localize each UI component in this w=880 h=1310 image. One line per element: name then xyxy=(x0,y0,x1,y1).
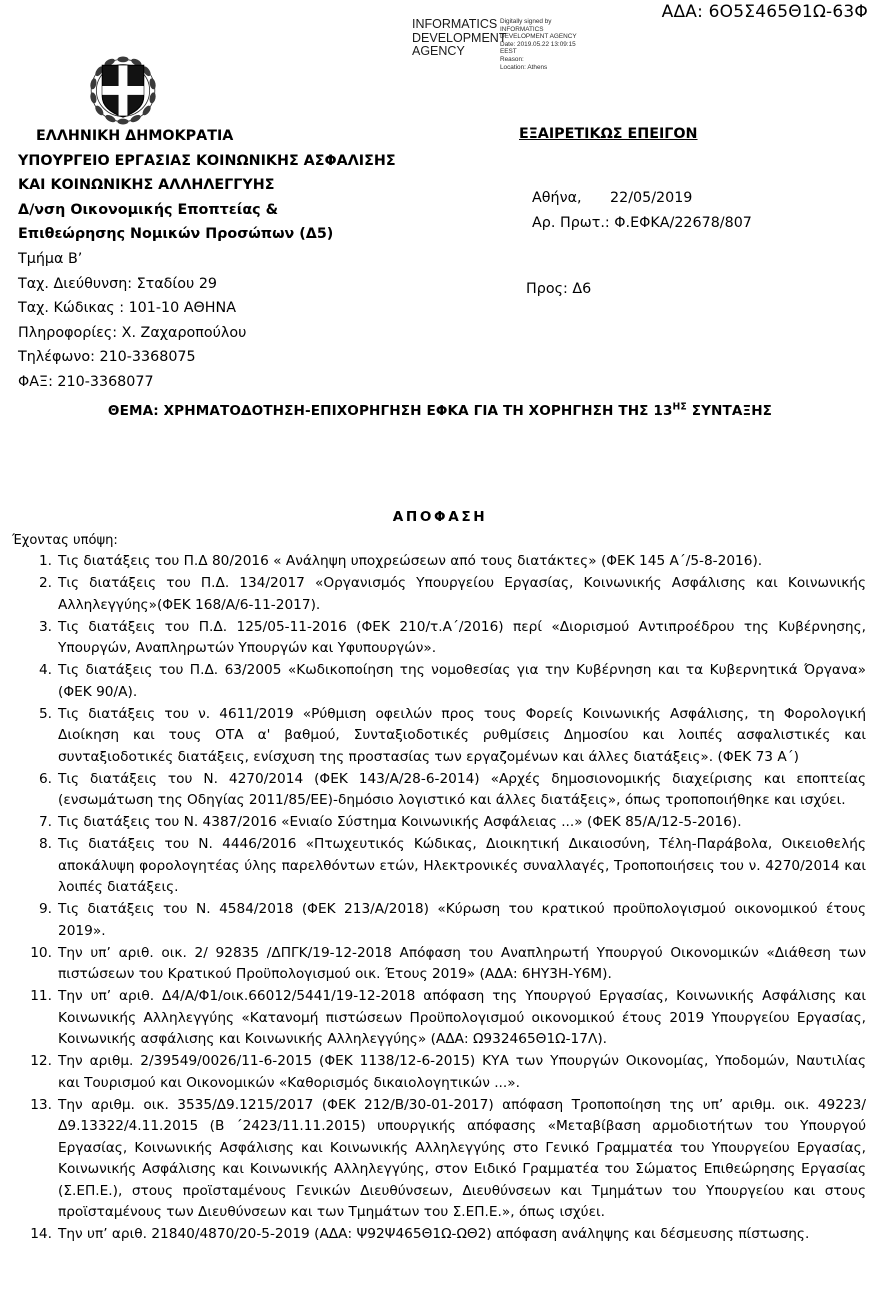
clause-text: Την υπ’ αριθ. Δ4/Α/Φ1/οικ.66012/5441/19-12-2018 απόφαση της Υπουργού Εργασίας, Κοινωνικής Ασφάλισης και Κοινωνικής Αλληλεγγύης «Κατανομή πιστώσεων Προϋπολογισμού οικονομικού έτους 2019 Υπουργείου Εργασίας, Κοινωνικής ασφάλισης και Κοινωνικής Αλληλεγγύης» (ΑΔΑ: Ω932465Θ1Ω-17Λ). xyxy=(58,988,866,1047)
preamble-text: Έχοντας υπόψη: xyxy=(12,533,118,548)
letterhead-line: Πληροφορίες: Χ. Ζαχαροπούλου xyxy=(18,324,247,341)
clause-item xyxy=(14,834,866,899)
letterhead-line: Επιθεώρησης Νομικών Προσώπων (Δ5) xyxy=(18,226,334,243)
ada-code-stamp: ΑΔΑ: 6Ο5Σ465Θ1Ω-63Φ xyxy=(661,2,868,22)
clause-item xyxy=(14,899,866,942)
clause-number: 5. xyxy=(38,705,52,722)
clause-number: 11. xyxy=(30,988,52,1004)
clause-item xyxy=(14,1051,866,1094)
clause-text: Τις διατάξεις του ν. 4611/2019 «Ρύθμιση οφειλών προς τους Φορείς Κοινωνικής Ασφάλισης, τη Φορολογική Διοίκηση και τους ΟΤΑ α' βαθμού, Συνταξιοδοτικές ρυθμίσεις Δημοσίου και λοιπές ασφαλιστικές και συνταξιοδοτικές διατάξεις, ενίσχυση της προστασίας των εργαζομένων και άλλες διατάξεις». (ΦΕΚ 73 Α΄) xyxy=(58,705,866,765)
letterhead-line: ΚΑΙ ΚΟΙΝΩΝΙΚΗΣ ΑΛΛΗΛΕΓΓΥΗΣ xyxy=(18,177,275,194)
clause-text: Την υπ’ αριθ. οικ. 2/ 92835 /ΔΠΓΚ/19-12-2018 Απόφαση του Αναπληρωτή Υπουργού Οικονομικών «Διάθεση των πιστώσεων του Κρατικού Προϋπολογισμού οικ. Έτους 2019» (ΑΔΑ: 6ΗΥ3Η-Υ6Μ). xyxy=(58,944,866,982)
date-row xyxy=(532,186,752,211)
clause-number: 6. xyxy=(38,770,52,787)
decision-heading: ΑΠΟΦΑΣΗ xyxy=(392,509,488,525)
urgency-marker: ΕΞΑΙΡΕΤΙΚΩΣ ΕΠΕΙΓΟΝ xyxy=(519,126,698,142)
clause-text: Τις διατάξεις του Π.Δ. 134/2017 «Οργανισμός Υπουργείου Εργασίας, Κοινωνικής Ασφάλισης και Κοινωνικής Αλληλεγγύης»(ΦΕΚ 168/Α/6-11-2017). xyxy=(58,575,866,613)
clause-item xyxy=(14,943,866,986)
clause-item xyxy=(14,660,866,703)
protocol-number: Φ.ΕΦΚΑ/22678/807 xyxy=(614,214,752,231)
date-protocol-block xyxy=(532,186,752,235)
letterhead-line: Δ/νση Οικονομικής Εποπτείας & xyxy=(18,201,279,218)
clause-number: 10. xyxy=(30,944,52,961)
letterhead-line: Τμήμα Β’ xyxy=(18,250,83,267)
clause-text: Τις διατάξεις του Π.Δ. 63/2005 «Κωδικοποίηση της νομοθεσίας για την Κυβέρνηση και τα Κυβερνητικά Όργανα» (ΦΕΚ 90/Α). xyxy=(58,662,866,700)
subject-superscript: ΗΣ xyxy=(672,401,687,413)
clause-number: 4. xyxy=(38,662,52,678)
clause-number: 14. xyxy=(30,1226,52,1242)
letterhead-line: ΦΑΞ: 210-3368077 xyxy=(18,373,154,390)
subject-line xyxy=(0,403,880,419)
clause-number: 9. xyxy=(38,901,52,917)
signature-details xyxy=(500,18,604,71)
clause-text: Την υπ’ αριθ. 21840/4870/20-5-2019 (ΑΔΑ: Ψ92Ψ465Θ1Ω-ΩΘ2) απόφαση ανάληψης και δέσμευσης πίστωσης. xyxy=(58,1226,810,1242)
letterhead xyxy=(18,124,458,395)
clause-item xyxy=(14,551,866,573)
clause-text: Τις διατάξεις του Ν. 4446/2016 «Πτωχευτικός Κώδικας, Διοικητική Δικαιοσύνη, Τέλη-Παράβολα, Οικειοθελής αποκάλυψη φορολογητέας ύλης παρελθόντων ετών, Ηλεκτρονικές συναλλαγές, Τροποποιήσεις του ν. 4270/2014 και λοιπές διατάξεις. xyxy=(58,836,866,895)
signature-detail-line: Date: 2019.05.22 13:09:15 xyxy=(500,40,576,48)
clause-number: 7. xyxy=(38,814,52,830)
signature-agency-name: INFORMATICS DEVELOPMENT AGENCY xyxy=(412,17,507,59)
clause-number: 1. xyxy=(38,553,52,569)
signature-detail-line: INFORMATICS xyxy=(500,25,544,33)
subject-prefix: ΘΕΜΑ: ΧΡΗΜΑΤΟΔΟΤΗΣΗ-ΕΠΙΧΟΡΗΓΗΣΗ ΕΦΚΑ ΓΙΑ ΤΗ ΧΟΡΗΓΗΣΗ ΤΗΣ 13 xyxy=(107,403,673,419)
city-label: Αθήνα, xyxy=(532,190,582,206)
clause-list xyxy=(14,551,866,1246)
hellenic-republic-emblem-icon xyxy=(86,52,160,126)
digital-signature-stamp xyxy=(412,18,602,70)
letterhead-line: Ταχ. Διεύθυνση: Σταδίου 29 xyxy=(18,275,218,292)
clause-item xyxy=(14,1095,866,1224)
clause-number: 2. xyxy=(38,575,52,591)
signature-detail-line: Location: Athens xyxy=(500,63,548,71)
letterhead-line: Ταχ. Κώδικας : 101-10 ΑΘΗΝΑ xyxy=(18,300,237,317)
protocol-label: Αρ. Πρωτ.: xyxy=(532,214,610,231)
clause-number: 8. xyxy=(38,836,52,852)
clause-number: 3. xyxy=(38,618,52,635)
signature-detail-line: EEST xyxy=(500,48,517,56)
signature-detail-line: Reason: xyxy=(500,55,524,63)
clause-text: Τις διατάξεις του Π.Δ 80/2016 « Ανάληψη υποχρεώσεων από τους διατάκτες» (ΦΕΚ 145 Α΄/5-8-2016). xyxy=(58,553,763,569)
clause-item xyxy=(14,573,866,616)
clause-item xyxy=(14,617,866,660)
clause-item xyxy=(14,769,866,812)
clause-text: Την αριθμ. οικ. 3535/Δ9.1215/2017 (ΦΕΚ 212/Β/30-01-2017) απόφαση Τροποποίηση της υπ’ αριθμ. οικ. 49223/Δ9.13322/4.11.2015 (Β ΄2423/11.11.2015) υπουργικής απόφασης «Μεταβίβαση αρμοδιοτήτων του Υπουργού Εργασίας, Κοινωνικής Ασφάλισης και Κοινωνικής Αλληλεγγύης στο Γενικό Γραμματέα του Υπουργείου Εργασίας, Κοινωνικής Ασφάλισης και Κοινωνικής Αλληλεγγύης, στον Ειδικό Γραμματέα του Σώματος Επιθεώρησης Εργασίας (Σ.ΕΠ.Ε.), στους προϊσταμένους Γενικών Διευθύνσεων, Διευθύνσεων και Τμημάτων του Υπουργείου και στους προϊσταμένους των Διευθύνσεων και των Τμημάτων του Σ.ΕΠ.Ε.», όπως ισχύει. xyxy=(58,1096,866,1220)
clause-number: 12. xyxy=(30,1053,52,1069)
clause-item xyxy=(14,986,866,1051)
clause-item xyxy=(14,704,866,769)
signature-detail-line: Digitally signed by xyxy=(500,18,552,25)
clause-number: 13. xyxy=(30,1096,52,1113)
recipient-line: Προς: Δ6 xyxy=(526,281,592,297)
clause-text: Τις διατάξεις του Ν. 4584/2018 (ΦΕΚ 213/Α/2018) «Κύρωση του κρατικού προϋπολογισμού οικονομικού έτους 2019». xyxy=(58,901,866,939)
letterhead-line: ΕΛΛΗΝΙΚΗ ΔΗΜΟΚΡΑΤΙΑ xyxy=(36,128,234,144)
clause-item xyxy=(14,812,866,834)
clause-text: Τις διατάξεις του Ν. 4270/2014 (ΦΕΚ 143/Α/28-6-2014) «Αρχές δημοσιονομικής διαχείρισης και εποπτείας (ενσωμάτωση της Οδηγίας 2011/85/ΕΕ)-δημόσιο λογιστικό και άλλες διατάξεις», όπως τροποποιήθηκε και ισχύει. xyxy=(58,770,866,808)
clause-item xyxy=(14,1224,866,1246)
protocol-row xyxy=(532,211,752,236)
clause-text: Τις διατάξεις του Π.Δ. 125/05-11-2016 (ΦΕΚ 210/τ.Α΄/2016) περί «Διορισμού Αντιπροέδρου της Κυβέρνησης, Υπουργών, Αναπληρωτών Υπουργών και Υφυπουργών». xyxy=(58,618,866,656)
document-date: 22/05/2019 xyxy=(610,190,693,206)
subject-suffix: ΣΥΝΤΑΞΗΣ xyxy=(686,403,773,419)
letterhead-line: Τηλέφωνο: 210-3368075 xyxy=(18,349,196,366)
clause-text: Τις διατάξεις του Ν. 4387/2016 «Ενιαίο Σύστημα Κοινωνικής Ασφάλειας ...» (ΦΕΚ 85/Α/12-5-2016). xyxy=(58,814,742,830)
clause-text: Την αριθμ. 2/39549/0026/11-6-2015 (ΦΕΚ 1138/12-6-2015) ΚΥΑ των Υπουργών Οικονομίας, Υποδομών, Ναυτιλίας και Τουρισμού και Οικονομικών «Καθορισμός δικαιολογητικών ...». xyxy=(58,1053,866,1091)
signature-detail-line: DEVELOPMENT AGENCY xyxy=(500,33,577,41)
letterhead-line: ΥΠΟΥΡΓΕΙΟ ΕΡΓΑΣΙΑΣ ΚΟΙΝΩΝΙΚΗΣ ΑΣΦΑΛΙΣΗΣ xyxy=(18,152,396,169)
